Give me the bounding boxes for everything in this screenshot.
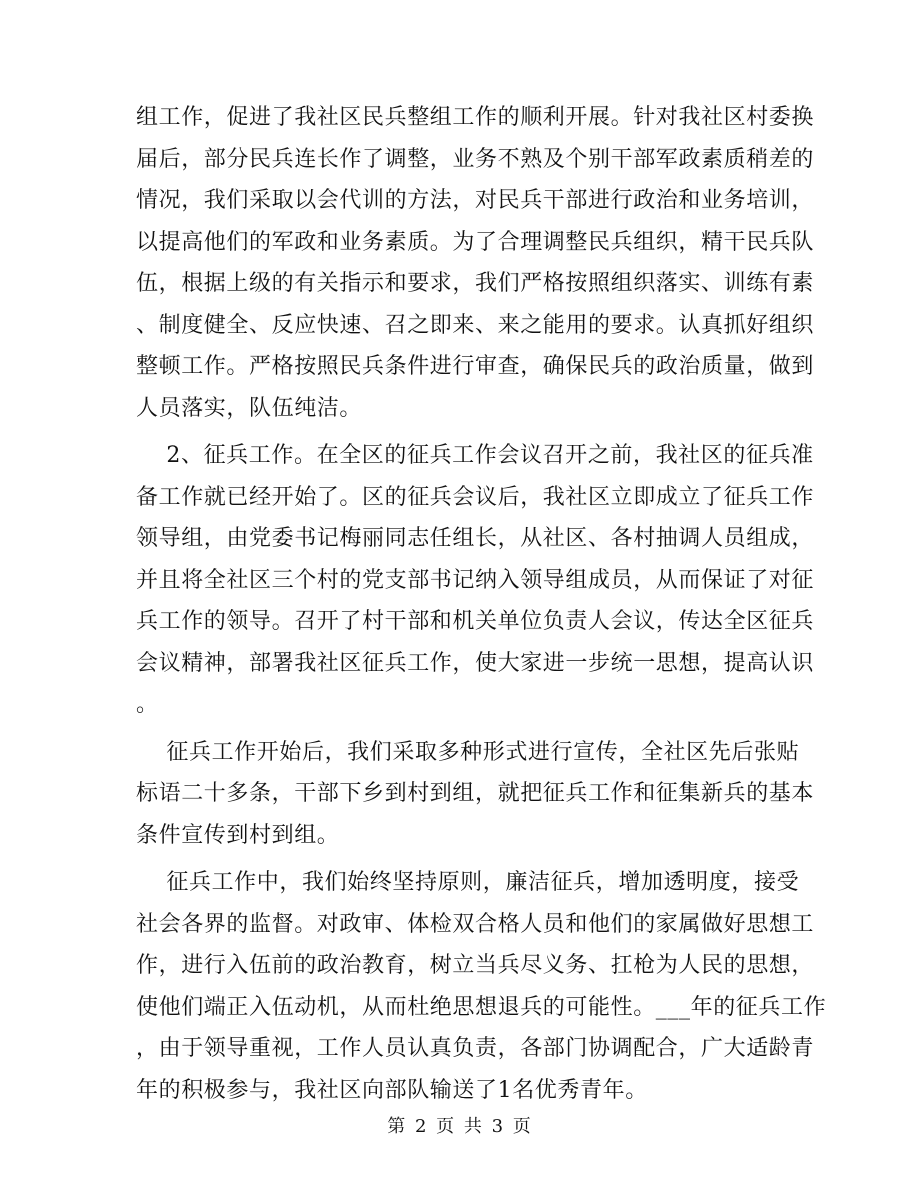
text-line: 届后，部分民兵连长作了调整，业务不熟及个别干部军政素质稍差的 [136,146,815,172]
document-body [136,97,827,1111]
text-line: 伍，根据上级的有关指示和要求，我们严格按照组织落实、训练有素 [136,271,815,296]
text-line: 征兵工作开始后，我们采取多种形式进行宣传，全社区先后张贴 [136,739,800,765]
text-line: 会议精神，部署我社区征兵工作，使大家进一步统一思想，提高认识 [136,650,815,676]
text-line: ，由于领导重视，工作人员认真负责，各部门协调配合，广大适龄青 [136,1036,815,1061]
text-line: 、制度健全、反应快速、召之即来、来之能用的要求。认真抓好组织 [136,312,815,338]
text-line: 组工作，促进了我社区民兵整组工作的顺利开展。针对我社区村委换 [136,105,815,130]
text-line: 社会各界的监督。对政审、体检双合格人员和他们的家属做好思想工 [136,911,815,937]
text-line: 人员落实，队伍纯洁。 [136,395,363,421]
paragraph-integrity [136,862,827,1111]
text-line: 领导组，由党委书记梅丽同志任组长，从社区、各村抽调人员组成， [136,526,815,551]
text-line: 以提高他们的军政和业务素质。为了合理调整民兵组织，精干民兵队 [136,229,815,255]
text-line: 征兵工作中，我们始终坚持原则，廉洁征兵，增加透明度，接受 [136,870,800,895]
paragraph-militia-reorganization [136,97,815,429]
text-line: 整顿工作。严格按照民兵条件进行审查，确保民兵的政治质量，做到 [136,354,815,379]
text-line: 并且将全社区三个村的党支部书记纳入领导组成员，从而保证了对征 [136,567,815,593]
paragraph-conscription-work [136,435,815,726]
text-line: 使他们端正入伍动机，从而杜绝思想退兵的可能性。___年的征兵工作 [136,994,827,1020]
text-line: 。 [136,692,159,717]
text-line: 年的积极参与，我社区向部队输送了1名优秀青年。 [136,1077,648,1103]
text-line: 2、征兵工作。在全区的征兵工作会议召开之前，我社区的征兵准 [136,443,814,468]
text-line: 作，进行入伍前的政治教育，树立当兵尽义务、扛枪为人民的思想， [136,953,815,978]
page-number-footer: 第 2 页 共 3 页 [387,1116,533,1137]
text-line: 兵工作的领导。召开了村干部和机关单位负责人会议，传达全区征兵 [136,609,815,634]
text-line: 备工作就已经开始了。区的征兵会议后，我社区立即成立了征兵工作 [136,484,815,510]
paragraph-publicity [136,732,815,857]
text-line: 情况，我们采取以会代训的方法，对民兵干部进行政治和业务培训， [136,188,815,213]
text-line: 条件宣传到村到组。 [136,822,340,848]
text-line: 标语二十多条，干部下乡到村到组，就把征兵工作和征集新兵的基本 [136,781,815,806]
